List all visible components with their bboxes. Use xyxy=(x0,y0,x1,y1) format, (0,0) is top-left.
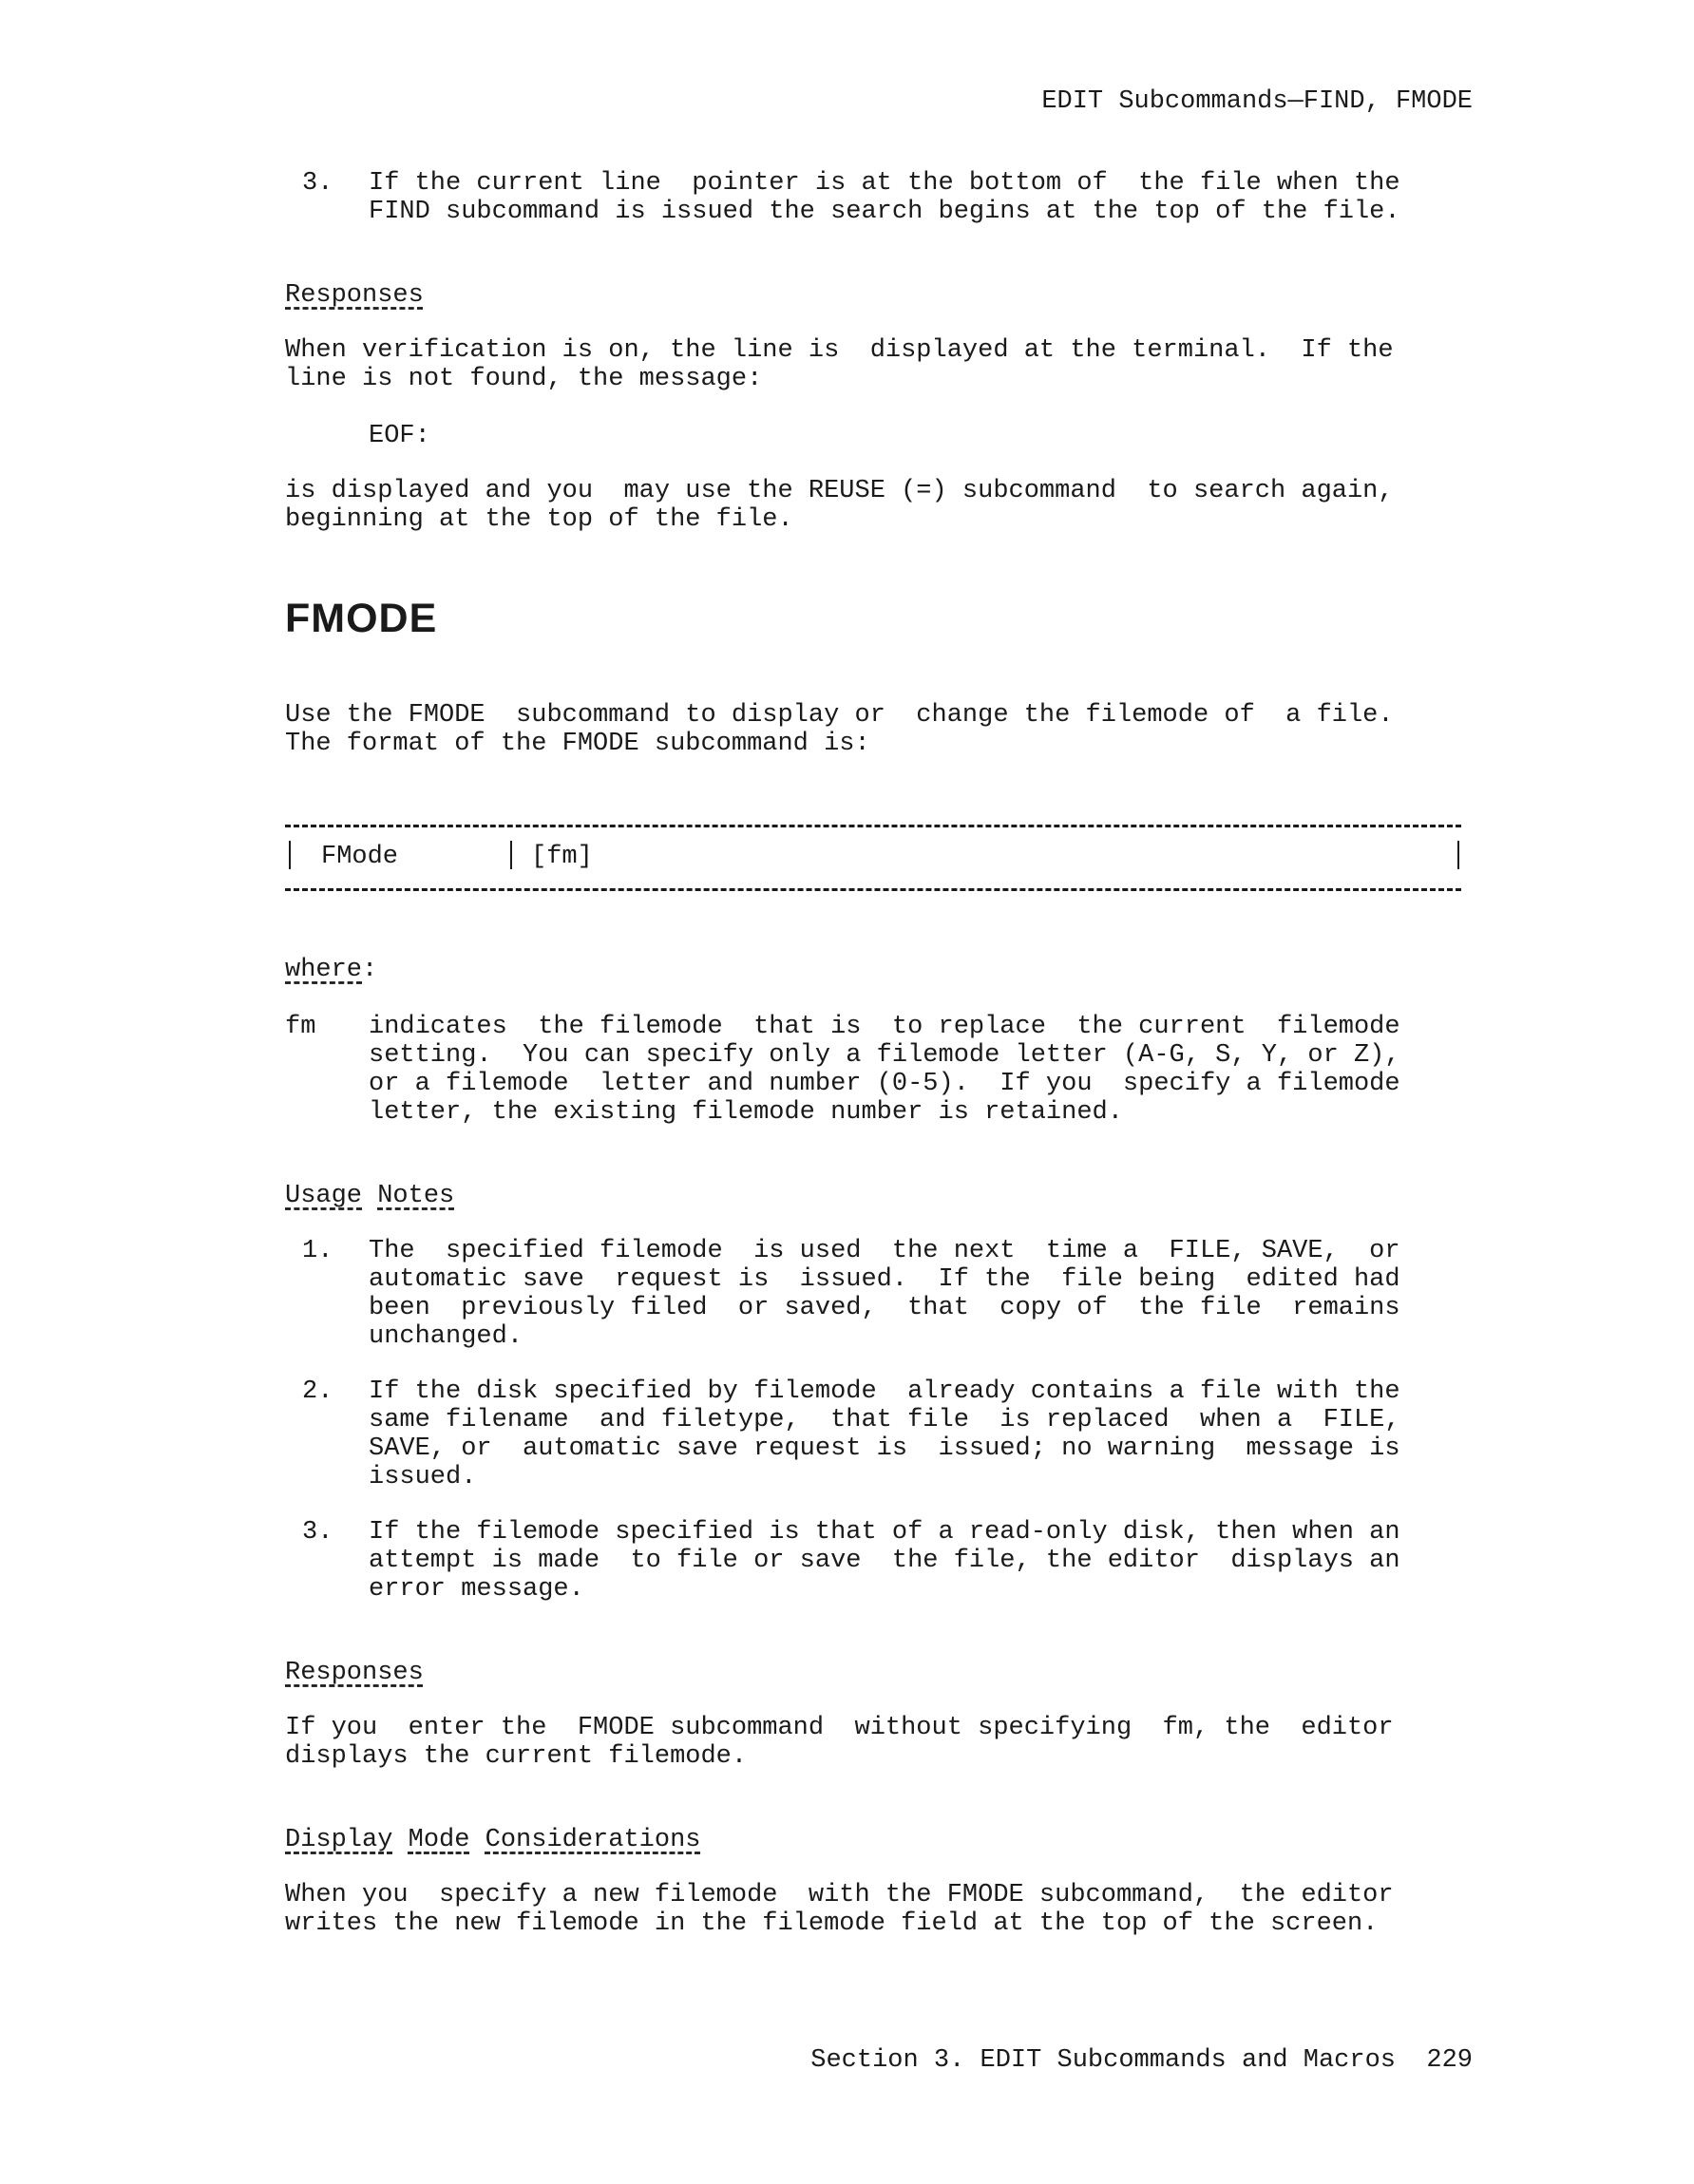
usage-notes-heading xyxy=(285,1182,454,1210)
syntax-box-right-bar xyxy=(1457,841,1459,869)
fmode-intro-line-1: Use the FMODE subcommand to display or change the filemode of a file. xyxy=(285,701,1394,730)
usage-note-line: same filename and filetype, that file is replaced when a FILE, xyxy=(369,1406,1400,1434)
usage-note-line: unchanged. xyxy=(369,1322,523,1351)
responses-line-1: When verification is on, the line is displayed at the terminal. If the xyxy=(285,336,1394,365)
syntax-operand: [fm] xyxy=(531,843,593,871)
usage-note-number: 1. xyxy=(302,1237,333,1265)
usage-note-line: automatic save request is issued. If the file being edited had xyxy=(369,1265,1400,1294)
usage-note-line: The specified filemode is used the next time a FILE, SAVE, or xyxy=(369,1237,1400,1265)
responses-line-4: beginning at the top of the file. xyxy=(285,505,793,534)
section-heading-fmode: FMODE xyxy=(285,596,438,641)
running-head: EDIT Subcommands—FIND, FMODE xyxy=(1041,87,1473,116)
usage-note-line: been previously filed or saved, that copy of the file remains xyxy=(369,1294,1400,1322)
syntax-box-left-bar xyxy=(289,841,291,869)
param-desc-line-1: indicates the filemode that is to replace the current filemode xyxy=(369,1013,1400,1041)
usage-note-line: error message. xyxy=(369,1575,584,1604)
responses-2-line-2: displays the current filemode. xyxy=(285,1742,748,1771)
display-mode-heading xyxy=(285,1826,700,1854)
responses-heading-2: Responses xyxy=(285,1659,424,1687)
usage-note-number: 2. xyxy=(302,1377,333,1406)
param-desc-line-3: or a filemode letter and number (0-5). If you specify a filemode xyxy=(369,1070,1400,1098)
page-footer xyxy=(665,2046,1473,2075)
fmode-intro-line-2: The format of the FMODE subcommand is: xyxy=(285,730,870,758)
find-note-line-2: FIND subcommand is issued the search begins at the top of the file. xyxy=(369,198,1400,226)
syntax-box xyxy=(285,825,1461,891)
usage-notes-heading-word-2: Notes xyxy=(377,1182,455,1210)
usage-note-line: If the disk specified by filemode already contains a file with the xyxy=(369,1377,1400,1406)
display-mode-heading-word-1: Display xyxy=(285,1826,393,1854)
param-name-fm: fm xyxy=(285,1013,316,1041)
usage-note-number: 3. xyxy=(302,1518,333,1547)
footer-section-title: Section 3. EDIT Subcommands and Macros xyxy=(810,2046,1396,2075)
where-label xyxy=(285,956,377,984)
display-mode-heading-word-2: Mode xyxy=(408,1826,470,1854)
usage-note-line: If the filemode specified is that of a read-only disk, then when an xyxy=(369,1518,1400,1547)
param-desc-line-4: letter, the existing filemode number is retained. xyxy=(369,1098,1123,1127)
display-mode-line-2: writes the new filemode in the filemode field at the top of the screen. xyxy=(285,1909,1379,1938)
usage-note-line: issued. xyxy=(369,1463,477,1491)
page-number: 229 xyxy=(1426,2046,1473,2075)
responses-2-line-1: If you enter the FMODE subcommand without specifying fm, the editor xyxy=(285,1714,1394,1742)
find-note-line-1: If the current line pointer is at the bottom of the file when the xyxy=(369,169,1400,198)
responses-line-3: is displayed and you may use the REUSE (=) subcommand to search again, xyxy=(285,477,1394,505)
syntax-divider xyxy=(510,841,512,869)
where-label-word: where xyxy=(285,956,363,984)
where-label-colon: : xyxy=(362,956,378,984)
find-note-number: 3. xyxy=(302,169,333,198)
eof-message: EOF: xyxy=(369,422,430,450)
usage-notes-heading-word-1: Usage xyxy=(285,1182,363,1210)
syntax-command: FMode xyxy=(321,843,399,871)
responses-line-2: line is not found, the message: xyxy=(285,365,763,393)
responses-heading: Responses xyxy=(285,281,424,310)
display-mode-heading-word-3: Considerations xyxy=(485,1826,701,1854)
usage-note-line: attempt is made to file or save the file, the editor displays an xyxy=(369,1547,1400,1575)
display-mode-line-1: When you specify a new filemode with the FMODE subcommand, the editor xyxy=(285,1881,1394,1909)
usage-note-line: SAVE, or automatic save request is issued; no warning message is xyxy=(369,1434,1400,1463)
param-desc-line-2: setting. You can specify only a filemode letter (A-G, S, Y, or Z), xyxy=(369,1041,1400,1070)
